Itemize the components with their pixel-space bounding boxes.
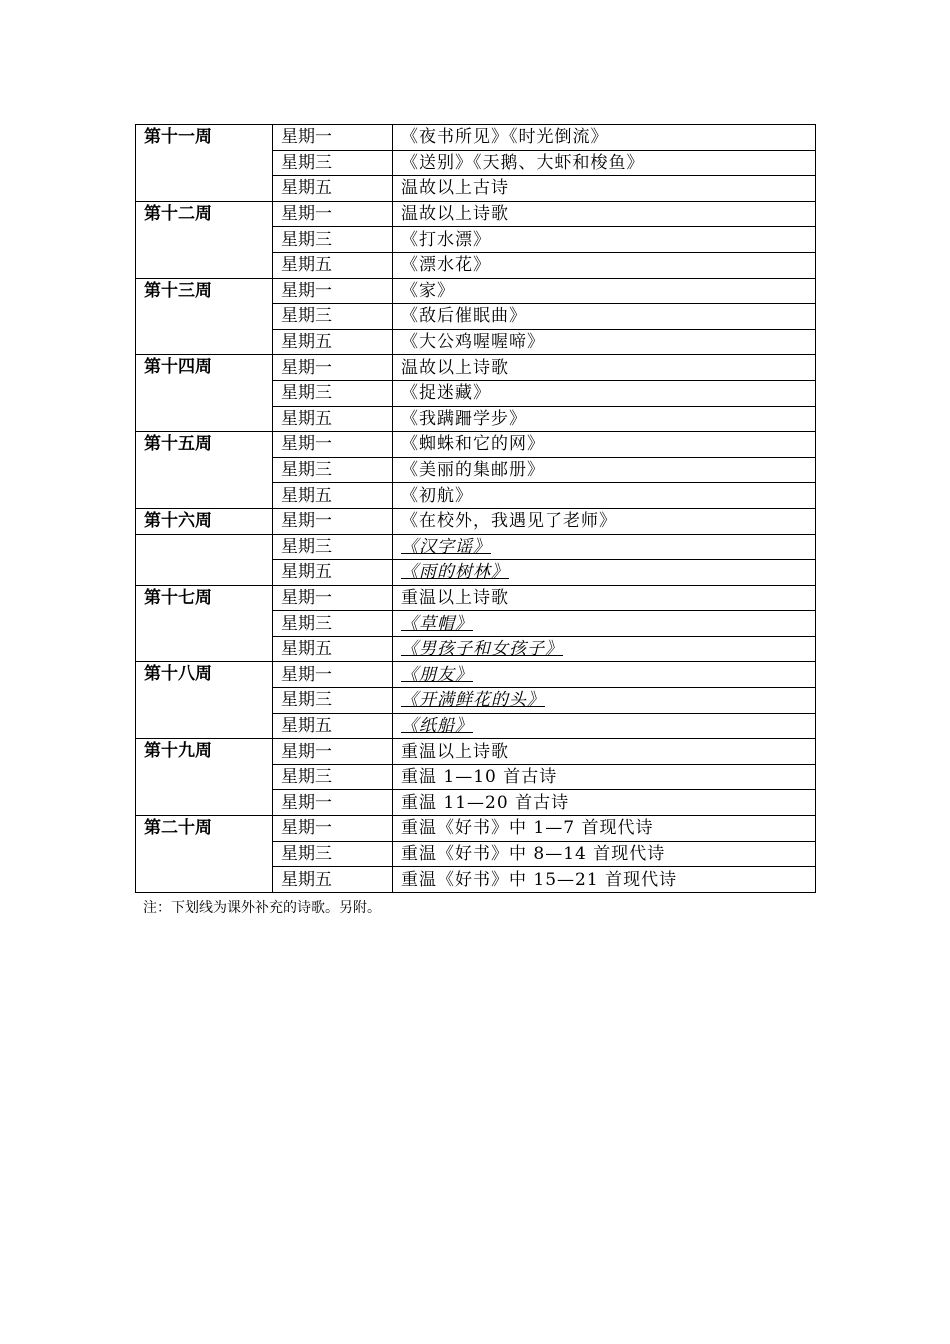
table-row bbox=[136, 585, 816, 611]
poem-title: 重温《好书》中 15—21 首现代诗 bbox=[401, 869, 678, 890]
poem-title: 重温 1—10 首古诗 bbox=[401, 767, 558, 788]
poem-title: 《蜘蛛和它的网》 bbox=[401, 434, 545, 455]
weekday-cell: 星期一 bbox=[273, 125, 393, 151]
weekday-cell: 星期三 bbox=[273, 611, 393, 637]
poem-cell bbox=[393, 304, 816, 330]
weekday-cell: 星期五 bbox=[273, 867, 393, 893]
poem-cell bbox=[393, 227, 816, 253]
weekday-cell: 星期三 bbox=[273, 150, 393, 176]
weekday-cell: 星期一 bbox=[273, 816, 393, 842]
weekday-cell: 星期五 bbox=[273, 483, 393, 509]
poem-cell bbox=[393, 534, 816, 560]
table-row bbox=[136, 278, 816, 304]
schedule-body bbox=[136, 125, 816, 893]
week-label: 第十二周 bbox=[136, 201, 273, 278]
poem-title: 《敌后催眠曲》 bbox=[401, 306, 527, 327]
weekday-cell: 星期三 bbox=[273, 534, 393, 560]
poem-cell bbox=[393, 636, 816, 662]
supplementary-poem-title: 《开满鲜花的头》 bbox=[401, 690, 545, 711]
weekday-cell: 星期五 bbox=[273, 560, 393, 586]
table-row bbox=[136, 355, 816, 381]
weekday-cell: 星期三 bbox=[273, 688, 393, 714]
poem-cell bbox=[393, 176, 816, 202]
poem-title: 《在校外，我遇见了老师》 bbox=[401, 511, 617, 532]
poem-cell bbox=[393, 201, 816, 227]
week-label: 第十六周 bbox=[136, 508, 273, 534]
poem-cell bbox=[393, 252, 816, 278]
poem-cell bbox=[393, 483, 816, 509]
poem-title: 重温 11—20 首古诗 bbox=[401, 792, 570, 813]
poem-cell bbox=[393, 457, 816, 483]
weekday-cell: 星期一 bbox=[273, 508, 393, 534]
table-row bbox=[136, 816, 816, 842]
week-label: 第十五周 bbox=[136, 432, 273, 509]
weekday-cell: 星期一 bbox=[273, 739, 393, 765]
week-label: 第十八周 bbox=[136, 662, 273, 739]
poem-cell bbox=[393, 560, 816, 586]
week-label: 第十一周 bbox=[136, 125, 273, 202]
poem-title: 重温《好书》中 8—14 首现代诗 bbox=[401, 843, 666, 864]
weekday-cell: 星期一 bbox=[273, 432, 393, 458]
weekday-cell: 星期一 bbox=[273, 662, 393, 688]
poem-title: 《家》 bbox=[401, 280, 455, 301]
week-label: 第二十周 bbox=[136, 816, 273, 893]
poem-title: 《送别》《天鹅、大虾和梭鱼》 bbox=[401, 152, 645, 173]
poem-cell bbox=[393, 611, 816, 637]
poetry-schedule-table bbox=[135, 124, 816, 893]
table-row bbox=[136, 125, 816, 151]
table-row bbox=[136, 201, 816, 227]
table-row bbox=[136, 508, 816, 534]
poem-cell bbox=[393, 739, 816, 765]
supplementary-poem-title: 《汉字谣》 bbox=[401, 536, 491, 557]
poem-cell bbox=[393, 764, 816, 790]
table-row bbox=[136, 432, 816, 458]
poem-cell bbox=[393, 816, 816, 842]
supplementary-poem-title: 《草帽》 bbox=[401, 613, 473, 634]
table-row bbox=[136, 739, 816, 765]
supplementary-poem-title: 《纸船》 bbox=[401, 715, 473, 736]
poem-cell bbox=[393, 329, 816, 355]
weekday-cell: 星期三 bbox=[273, 841, 393, 867]
week-label: 第十四周 bbox=[136, 355, 273, 432]
weekday-cell: 星期五 bbox=[273, 329, 393, 355]
table-row bbox=[136, 534, 816, 560]
poem-title: 《捉迷藏》 bbox=[401, 383, 491, 404]
poem-cell bbox=[393, 688, 816, 714]
weekday-cell: 星期五 bbox=[273, 176, 393, 202]
weekday-cell: 星期五 bbox=[273, 713, 393, 739]
poem-title: 温故以上古诗 bbox=[401, 178, 509, 199]
poem-cell bbox=[393, 508, 816, 534]
poem-cell bbox=[393, 841, 816, 867]
weekday-cell: 星期一 bbox=[273, 790, 393, 816]
poem-title: 《夜书所见》《时光倒流》 bbox=[401, 127, 609, 148]
supplementary-poem-title: 《雨的树林》 bbox=[401, 562, 509, 583]
poem-title: 《打水漂》 bbox=[401, 229, 491, 250]
poem-cell bbox=[393, 790, 816, 816]
weekday-cell: 星期五 bbox=[273, 406, 393, 432]
poem-title: 重温以上诗歌 bbox=[401, 587, 509, 608]
supplementary-poem-title: 《男孩子和女孩子》 bbox=[401, 639, 563, 660]
table-row bbox=[136, 662, 816, 688]
poem-title: 重温《好书》中 1—7 首现代诗 bbox=[401, 818, 654, 839]
poem-title: 《初航》 bbox=[401, 485, 473, 506]
weekday-cell: 星期五 bbox=[273, 636, 393, 662]
poem-title: 《大公鸡喔喔啼》 bbox=[401, 332, 545, 353]
weekday-cell: 星期三 bbox=[273, 380, 393, 406]
supplementary-poem-title: 《朋友》 bbox=[401, 664, 473, 685]
poem-cell bbox=[393, 432, 816, 458]
poem-cell bbox=[393, 150, 816, 176]
poem-cell bbox=[393, 713, 816, 739]
poem-title: 《美丽的集邮册》 bbox=[401, 460, 545, 481]
poem-title: 重温以上诗歌 bbox=[401, 741, 509, 762]
poem-title: 温故以上诗歌 bbox=[401, 357, 509, 378]
poem-cell bbox=[393, 355, 816, 381]
weekday-cell: 星期五 bbox=[273, 252, 393, 278]
poem-cell bbox=[393, 125, 816, 151]
poem-cell bbox=[393, 278, 816, 304]
weekday-cell: 星期三 bbox=[273, 227, 393, 253]
week-label: 第十七周 bbox=[136, 585, 273, 662]
weekday-cell: 星期一 bbox=[273, 585, 393, 611]
week-label: 第十九周 bbox=[136, 739, 273, 816]
poem-cell bbox=[393, 662, 816, 688]
poem-cell bbox=[393, 867, 816, 893]
poem-cell bbox=[393, 380, 816, 406]
poem-title: 温故以上诗歌 bbox=[401, 204, 509, 225]
weekday-cell: 星期三 bbox=[273, 457, 393, 483]
footnote: 注：下划线为课外补充的诗歌。另附。 bbox=[143, 900, 381, 916]
week-label bbox=[136, 534, 273, 585]
weekday-cell: 星期一 bbox=[273, 201, 393, 227]
poem-title: 《漂水花》 bbox=[401, 255, 491, 276]
poem-cell bbox=[393, 406, 816, 432]
weekday-cell: 星期一 bbox=[273, 355, 393, 381]
week-label: 第十三周 bbox=[136, 278, 273, 355]
weekday-cell: 星期三 bbox=[273, 304, 393, 330]
poem-title: 《我蹒跚学步》 bbox=[401, 408, 527, 429]
weekday-cell: 星期一 bbox=[273, 278, 393, 304]
weekday-cell: 星期三 bbox=[273, 764, 393, 790]
poem-cell bbox=[393, 585, 816, 611]
